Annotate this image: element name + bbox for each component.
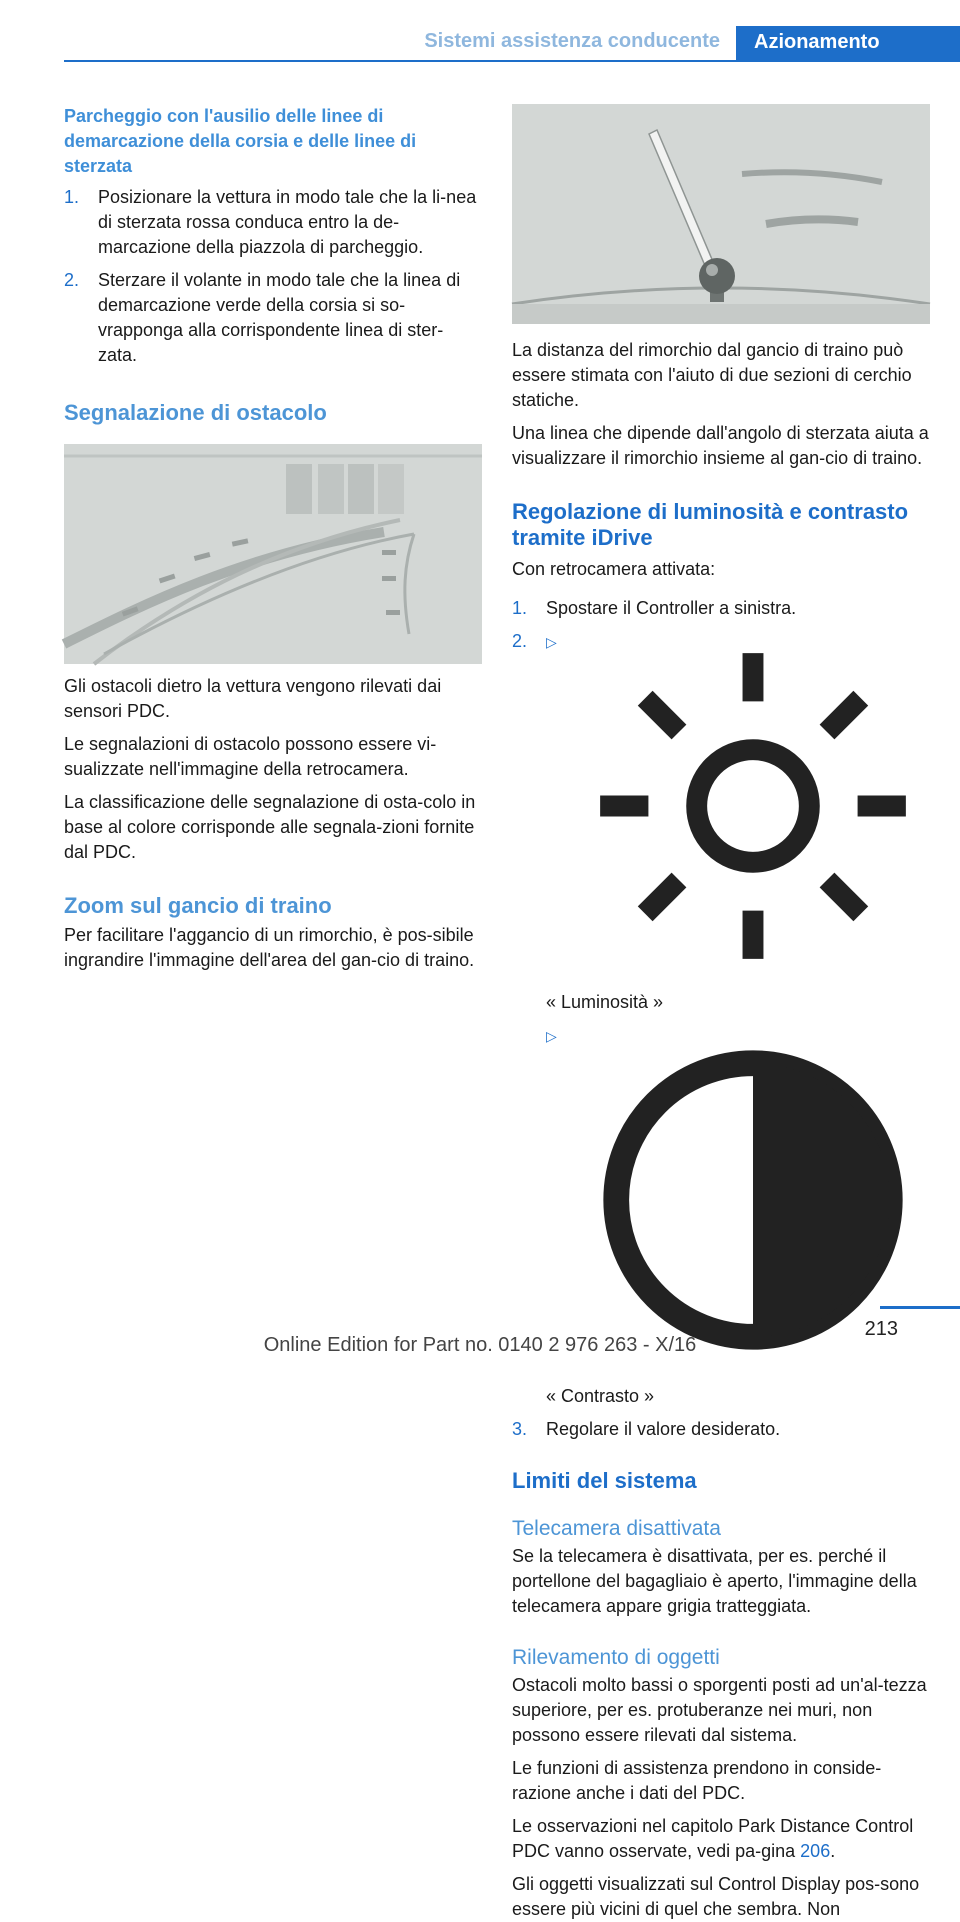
bullet-triangle-icon: ▷ — [546, 1028, 557, 1044]
brightness-heading: Regolazione di luminosità e contrasto tramite iDrive — [512, 499, 909, 550]
right-column — [512, 104, 930, 1922]
camera-off-heading: Telecamera disattivata — [512, 1517, 721, 1540]
hitch-illustration — [512, 104, 930, 324]
page-number-rule — [880, 1306, 960, 1309]
camera-off-paragraph: Se la telecamera è disattivata, per es. perché il portellone del bagagliaio è aperto, l'immagine della telecamera appare grigia tratteggiata. — [512, 1546, 917, 1616]
park-steps-list — [64, 185, 482, 368]
hitch-paragraph-1: La distanza del rimorchio dal gancio di traino può essere stimata con l'aiuto di due sezioni di cerchio statiche. — [512, 340, 912, 410]
brightness-steps-list — [512, 596, 930, 1442]
page-number: 213 — [864, 1318, 898, 1340]
list-item — [64, 185, 482, 260]
detection-paragraph-3-text: Le osservazioni nel capitolo Park Distance Control PDC vanno osservate, vedi pa-gina — [512, 1816, 914, 1861]
step-number: 2. — [64, 270, 80, 290]
header-section-title: Sistemi assistenza conducente — [424, 30, 720, 52]
obstacle-camera-image — [64, 444, 482, 664]
detection-paragraph-1: Ostacoli molto bassi o sporgenti posti ad un'al-tezza superiore, per es. protuberanze nei muri, non possono essere rilevati dal sistema. — [512, 1675, 927, 1745]
page-reference-link[interactable]: 206 — [800, 1841, 831, 1861]
footer-edition: Online Edition for Part no. 0140 2 976 263 - X/16 — [263, 1334, 697, 1356]
detection-paragraph-4: Gli oggetti visualizzati sul Control Display pos-sono essere più vicini di quel che sembra. Non — [512, 1874, 920, 1919]
step-text: Spostare il Controller a sinistra. — [546, 598, 797, 618]
obstacle-heading: Segnalazione di ostacolo — [64, 400, 327, 425]
step-number: 3. — [512, 1419, 528, 1439]
brightness-label: « Luminosità » — [546, 992, 664, 1012]
step-number: 1. — [64, 187, 80, 207]
detection-paragraph-2: Le funzioni di assistenza prendono in conside-razione anche i dati del PDC. — [512, 1758, 882, 1803]
limits-heading: Limiti del sistema — [512, 1468, 697, 1493]
contrast-label: « Contrasto » — [546, 1386, 655, 1406]
left-column — [64, 104, 482, 973]
bullet-triangle-icon: ▷ — [546, 634, 557, 650]
step-number: 1. — [512, 598, 528, 618]
step-text: Posizionare la vettura in modo tale che la li-nea di sterzata rossa conduca entro la de-marcazione della piazzola di parcheggio. — [98, 187, 477, 257]
step-text: Sterzare il volante in modo tale che la linea di demarcazione verde della corsia si so-vrapponga alla corrispondente linea di ster-zata. — [98, 270, 461, 365]
brightness-intro: Con retrocamera attivata: — [512, 559, 716, 579]
header-chapter-tab: Azionamento — [736, 26, 960, 62]
list-item — [512, 1417, 930, 1442]
list-item — [512, 629, 930, 1015]
zoom-paragraph: Per facilitare l'aggancio di un rimorchio, è pos-sibile ingrandire l'immagine dell'area del gan-cio di traino. — [64, 925, 475, 970]
detection-paragraph-3-end: . — [830, 1841, 836, 1861]
zoom-heading: Zoom sul gancio di traino — [64, 893, 332, 918]
page-header — [64, 26, 960, 62]
step-text: Regolare il valore desiderato. — [546, 1419, 781, 1439]
obstacle-paragraph-1: Gli ostacoli dietro la vettura vengono rilevati dai sensori PDC. — [64, 676, 442, 721]
step-number: 2. — [512, 631, 528, 651]
detection-paragraph-3 — [512, 1814, 930, 1864]
park-heading: Parcheggio con l'ausilio delle linee di demarcazione della corsia e delle linee di sterzata — [64, 106, 417, 176]
trailer-hitch-camera-image — [512, 104, 930, 324]
obstacle-illustration — [64, 444, 482, 664]
obstacle-paragraph-3: La classificazione delle segnalazione di osta-colo in base al colore corrisponde alle segnala-zioni fornite dal PDC. — [64, 792, 476, 862]
brightness-icon — [576, 629, 930, 983]
hitch-paragraph-2: Una linea che dipende dall'angolo di sterzata aiuta a visualizzare il rimorchio insieme al gan-cio di traino. — [512, 423, 929, 468]
obstacle-paragraph-2: Le segnalazioni di ostacolo possono essere vi-sualizzate nell'immagine della retrocamera. — [64, 734, 437, 779]
list-item — [512, 596, 930, 621]
list-item — [64, 268, 482, 368]
object-detection-heading: Rilevamento di oggetti — [512, 1646, 720, 1669]
